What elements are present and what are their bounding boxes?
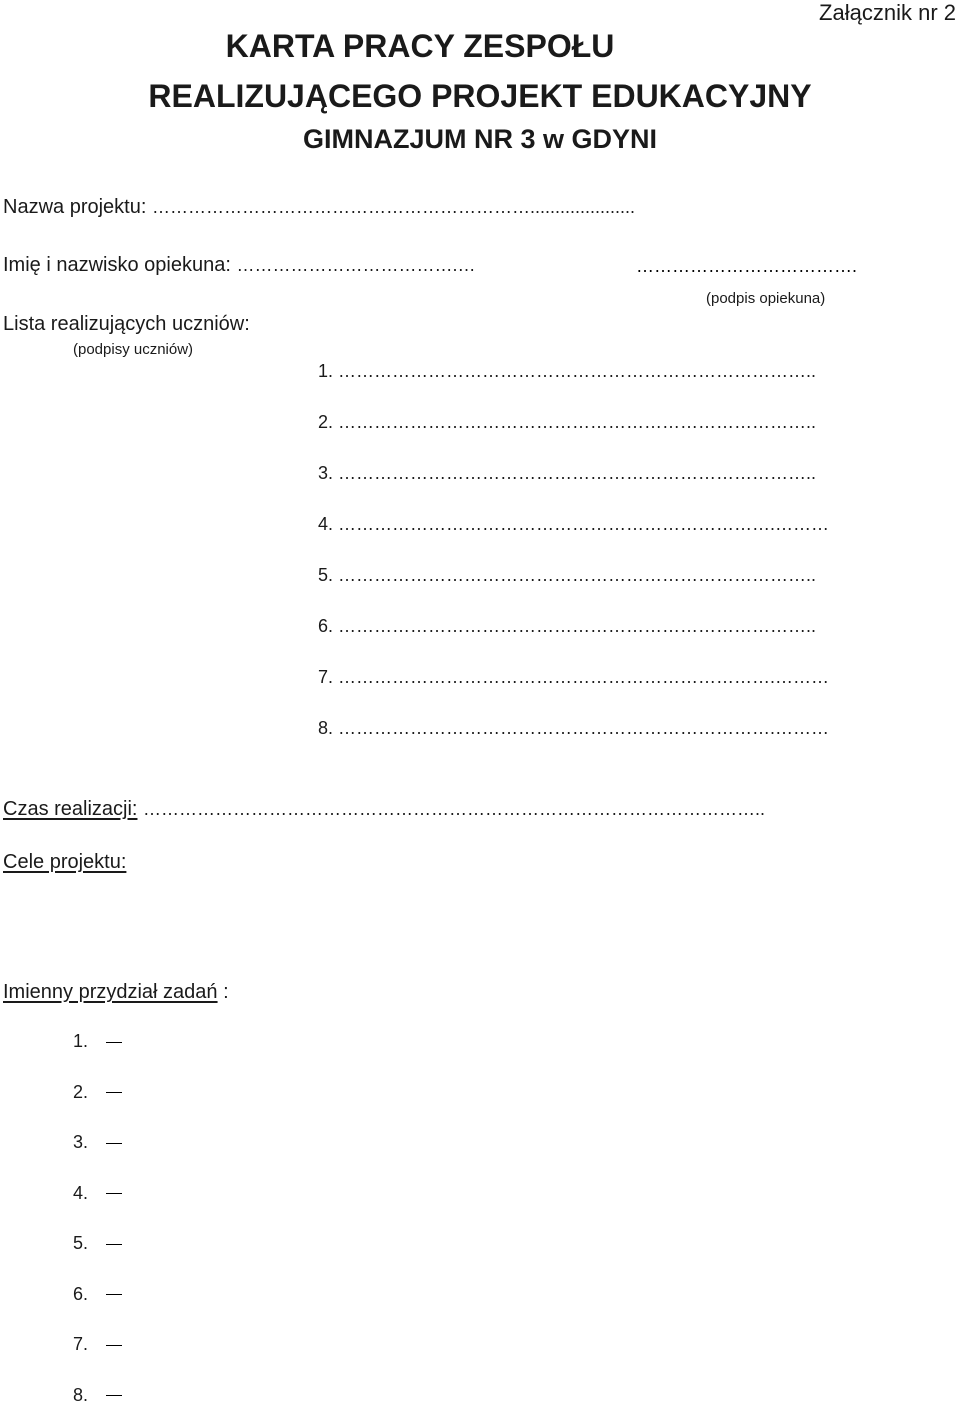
supervisor-signature-line[interactable]: ………………………………. bbox=[636, 256, 858, 276]
dash-icon bbox=[106, 1092, 122, 1093]
task-number: 5. bbox=[73, 1233, 89, 1253]
task-row bbox=[73, 1233, 122, 1254]
students-label: Lista realizujących uczniów: bbox=[3, 313, 250, 335]
student-signature-row bbox=[318, 616, 816, 637]
student-signature-field[interactable]: ……………………………………………………………….……… bbox=[338, 718, 830, 738]
dash-icon bbox=[106, 1345, 122, 1346]
student-number: 2. bbox=[318, 412, 339, 432]
student-signature-row bbox=[318, 565, 816, 586]
project-name-row bbox=[3, 196, 635, 219]
task-row bbox=[73, 1183, 122, 1204]
goals-label: Cele projektu: bbox=[3, 851, 127, 873]
student-number: 5. bbox=[318, 565, 339, 585]
task-number: 6. bbox=[73, 1283, 89, 1304]
student-signature-field[interactable]: …………………………………………………………………….. bbox=[338, 463, 817, 483]
dash-icon bbox=[106, 1193, 122, 1194]
task-number: 8. bbox=[73, 1384, 89, 1405]
student-number: 1. bbox=[318, 361, 339, 381]
dash-icon bbox=[106, 1294, 122, 1295]
dash-icon bbox=[106, 1395, 122, 1396]
student-signature-row bbox=[318, 463, 816, 484]
task-row bbox=[73, 1284, 122, 1305]
project-name-field[interactable]: ………………………………………………………..................... bbox=[151, 197, 635, 217]
tasks-label-suffix: : bbox=[217, 981, 229, 1003]
tasks-row bbox=[3, 981, 229, 1004]
student-signature-row bbox=[318, 718, 829, 739]
attachment-label: Załącznik nr 2 bbox=[819, 0, 956, 25]
dash-icon bbox=[106, 1042, 122, 1043]
student-number: 6. bbox=[318, 616, 339, 636]
student-signature-row bbox=[318, 361, 816, 382]
student-number: 4. bbox=[318, 514, 339, 534]
student-signature-field[interactable]: ……………………………………………………………….……… bbox=[338, 667, 830, 687]
student-signature-field[interactable]: ……………………………………………………………….……… bbox=[338, 514, 830, 534]
task-row bbox=[73, 1385, 122, 1406]
task-number: 1. bbox=[73, 1031, 89, 1051]
time-field[interactable]: ………………………………………………………………………………………….. bbox=[143, 799, 766, 819]
task-number: 3. bbox=[73, 1132, 89, 1152]
student-number: 8. bbox=[318, 718, 339, 738]
supervisor-field[interactable]: ……………………………….… bbox=[236, 255, 476, 275]
students-caption: (podpisy uczniów) bbox=[73, 341, 194, 358]
time-row bbox=[3, 798, 765, 821]
supervisor-row bbox=[3, 254, 475, 277]
student-signature-row bbox=[318, 412, 816, 433]
task-number: 7. bbox=[73, 1334, 89, 1354]
task-row bbox=[73, 1132, 122, 1153]
student-signature-row bbox=[318, 667, 829, 688]
supervisor-label: Imię i nazwisko opiekuna: bbox=[3, 254, 231, 276]
title-line-3: GIMNAZJUM NR 3 w GDYNI bbox=[302, 124, 658, 154]
student-signature-field[interactable]: …………………………………………………………………….. bbox=[338, 412, 817, 432]
student-signature-field[interactable]: …………………………………………………………………….. bbox=[338, 565, 817, 585]
title-line-1: KARTA PRACY ZESPOŁU bbox=[225, 28, 615, 64]
student-number: 3. bbox=[318, 463, 339, 483]
supervisor-signature-caption: (podpis opiekuna) bbox=[706, 290, 826, 307]
task-number: 2. bbox=[73, 1081, 89, 1102]
student-signature-field[interactable]: …………………………………………………………………….. bbox=[338, 361, 817, 381]
student-signature-row bbox=[318, 514, 829, 535]
task-number: 4. bbox=[73, 1182, 89, 1203]
project-name-label: Nazwa projektu: bbox=[3, 196, 147, 218]
task-row bbox=[73, 1031, 122, 1052]
tasks-label: Imienny przydział zadań bbox=[3, 981, 218, 1003]
title-line-2: REALIZUJĄCEGO PROJEKT EDUKACYJNY bbox=[148, 78, 812, 114]
dash-icon bbox=[106, 1143, 122, 1144]
student-signature-field[interactable]: …………………………………………………………………….. bbox=[338, 616, 817, 636]
student-number: 7. bbox=[318, 667, 339, 687]
task-row bbox=[73, 1082, 122, 1103]
time-label: Czas realizacji: bbox=[3, 798, 138, 820]
dash-icon bbox=[106, 1244, 122, 1245]
task-row bbox=[73, 1334, 122, 1355]
